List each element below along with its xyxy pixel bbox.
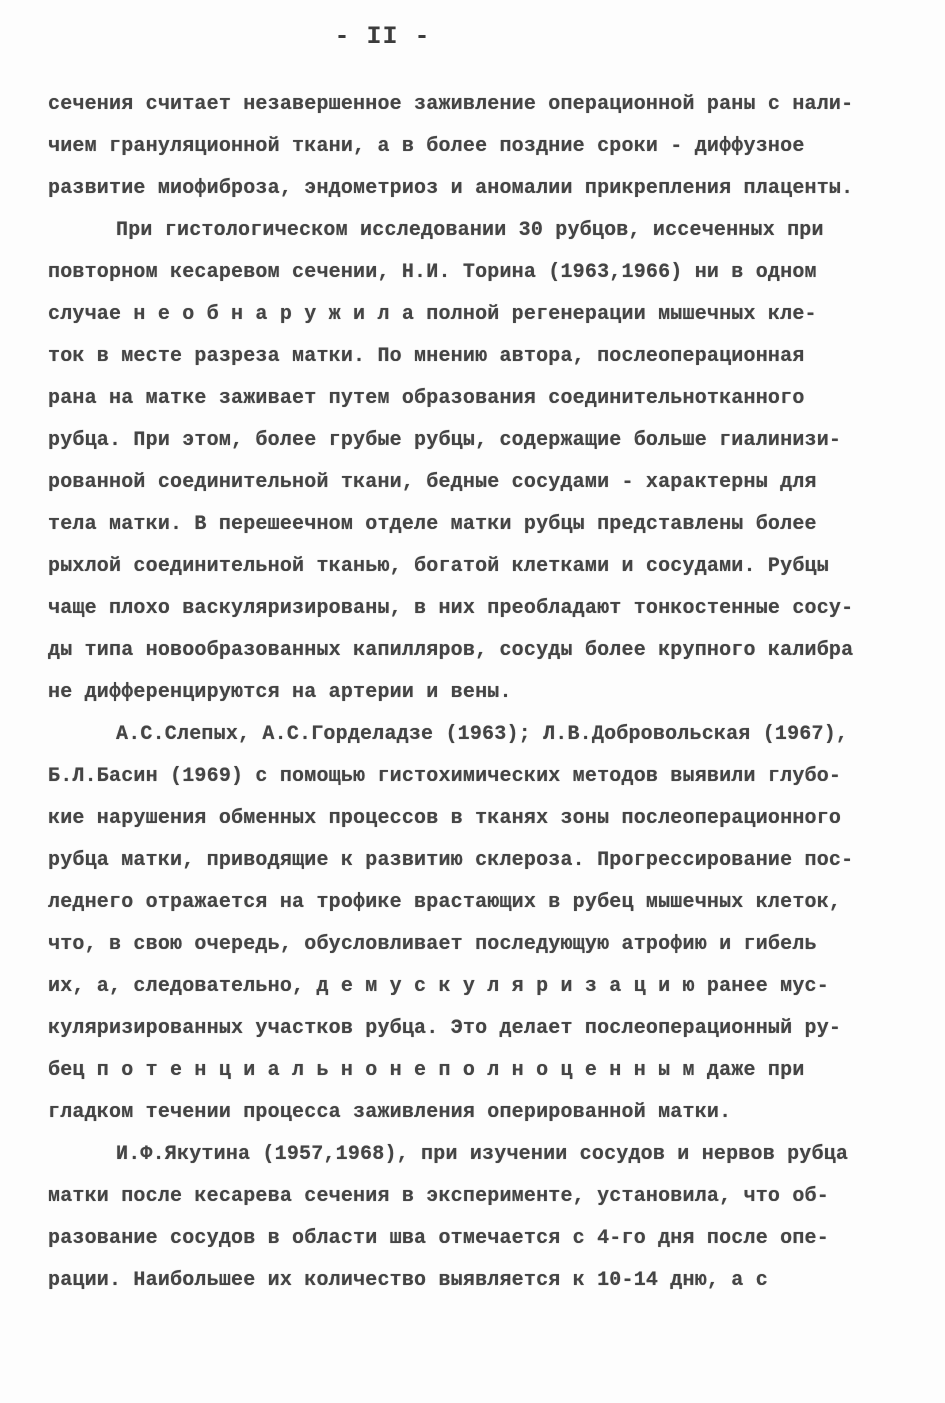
text-line: И.Ф.Якутина (1957,1968), при изучении сосудов и нервов рубца <box>116 1143 849 1166</box>
text-line: леднего отражается на трофике врастающих в рубец мышечных клеток, <box>48 891 842 914</box>
text-line: их, а, следовательно, д е м у с к у л я р и з а ц и ю ранее мус- <box>48 975 829 998</box>
text-line: куляризированных участков рубца. Это делает послеоперационный ру- <box>48 1017 842 1040</box>
text-line: повторном кесаревом сечении, Н.И. Торина (1963,1966) ни в одном <box>48 261 817 284</box>
text-line: рубца матки, приводящие к развитию склероза. Прогрессирование пос- <box>48 849 854 872</box>
text-line: сечения считает незавершенное заживление операционной раны с нали- <box>48 93 854 116</box>
text-line: Б.Л.Басин (1969) с помощью гистохимических методов выявили глубо- <box>48 765 842 788</box>
text-line: бец п о т е н ц и а л ь н о н е п о л н о ц е н н ы м даже при <box>48 1059 805 1082</box>
text-line: При гистологическом исследовании 30 рубцов, иссеченных при <box>116 219 824 242</box>
text-line: случае н е о б н а р у ж и л а полной регенерации мышечных кле- <box>48 303 817 326</box>
text-line: рыхлой соединительной тканью, богатой клетками и сосудами. Рубцы <box>48 555 829 578</box>
text-line: чием грануляционной ткани, а в более поздние сроки - диффузное <box>48 135 805 158</box>
text-line: А.С.Слепых, А.С.Горделадзе (1963); Л.В.Добровольская (1967), <box>116 723 849 746</box>
text-line: не дифференцируются на артерии и вены. <box>48 681 512 704</box>
text-line: рованной соединительной ткани, бедные сосудами - характерны для <box>48 471 817 494</box>
text-line: гладком течении процесса заживления оперированной матки. <box>48 1101 732 1124</box>
page-number: - II - <box>334 22 431 51</box>
text-line: разование сосудов в области шва отмечается с 4-го дня после опе- <box>48 1227 829 1250</box>
text-line: кие нарушения обменных процессов в тканях зоны послеоперационного <box>48 807 842 830</box>
text-line: рации. Наибольшее их количество выявляется к 10-14 дню, а с <box>48 1269 768 1292</box>
body-text <box>48 84 908 1302</box>
text-line: ток в месте разреза матки. По мнению автора, послеоперационная <box>48 345 805 368</box>
text-line: развитие миофиброза, эндометриоз и аномалии прикрепления плаценты. <box>48 177 854 200</box>
text-line: чаще плохо васкуляризированы, в них преобладают тонкостенные сосу- <box>48 597 854 620</box>
text-line: рубца. При этом, более грубые рубцы, содержащие больше гиалинизи- <box>48 429 842 452</box>
text-line: матки после кесарева сечения в эксперименте, установила, что об- <box>48 1185 829 1208</box>
text-line: что, в свою очередь, обусловливает последующую атрофию и гибель <box>48 933 817 956</box>
text-line: рана на матке заживает путем образования соединительнотканного <box>48 387 805 410</box>
text-line: ды типа новообразованных капилляров, сосуды более крупного калибра <box>48 639 854 662</box>
text-line: тела матки. В перешеечном отделе матки рубцы представлены более <box>48 513 817 536</box>
